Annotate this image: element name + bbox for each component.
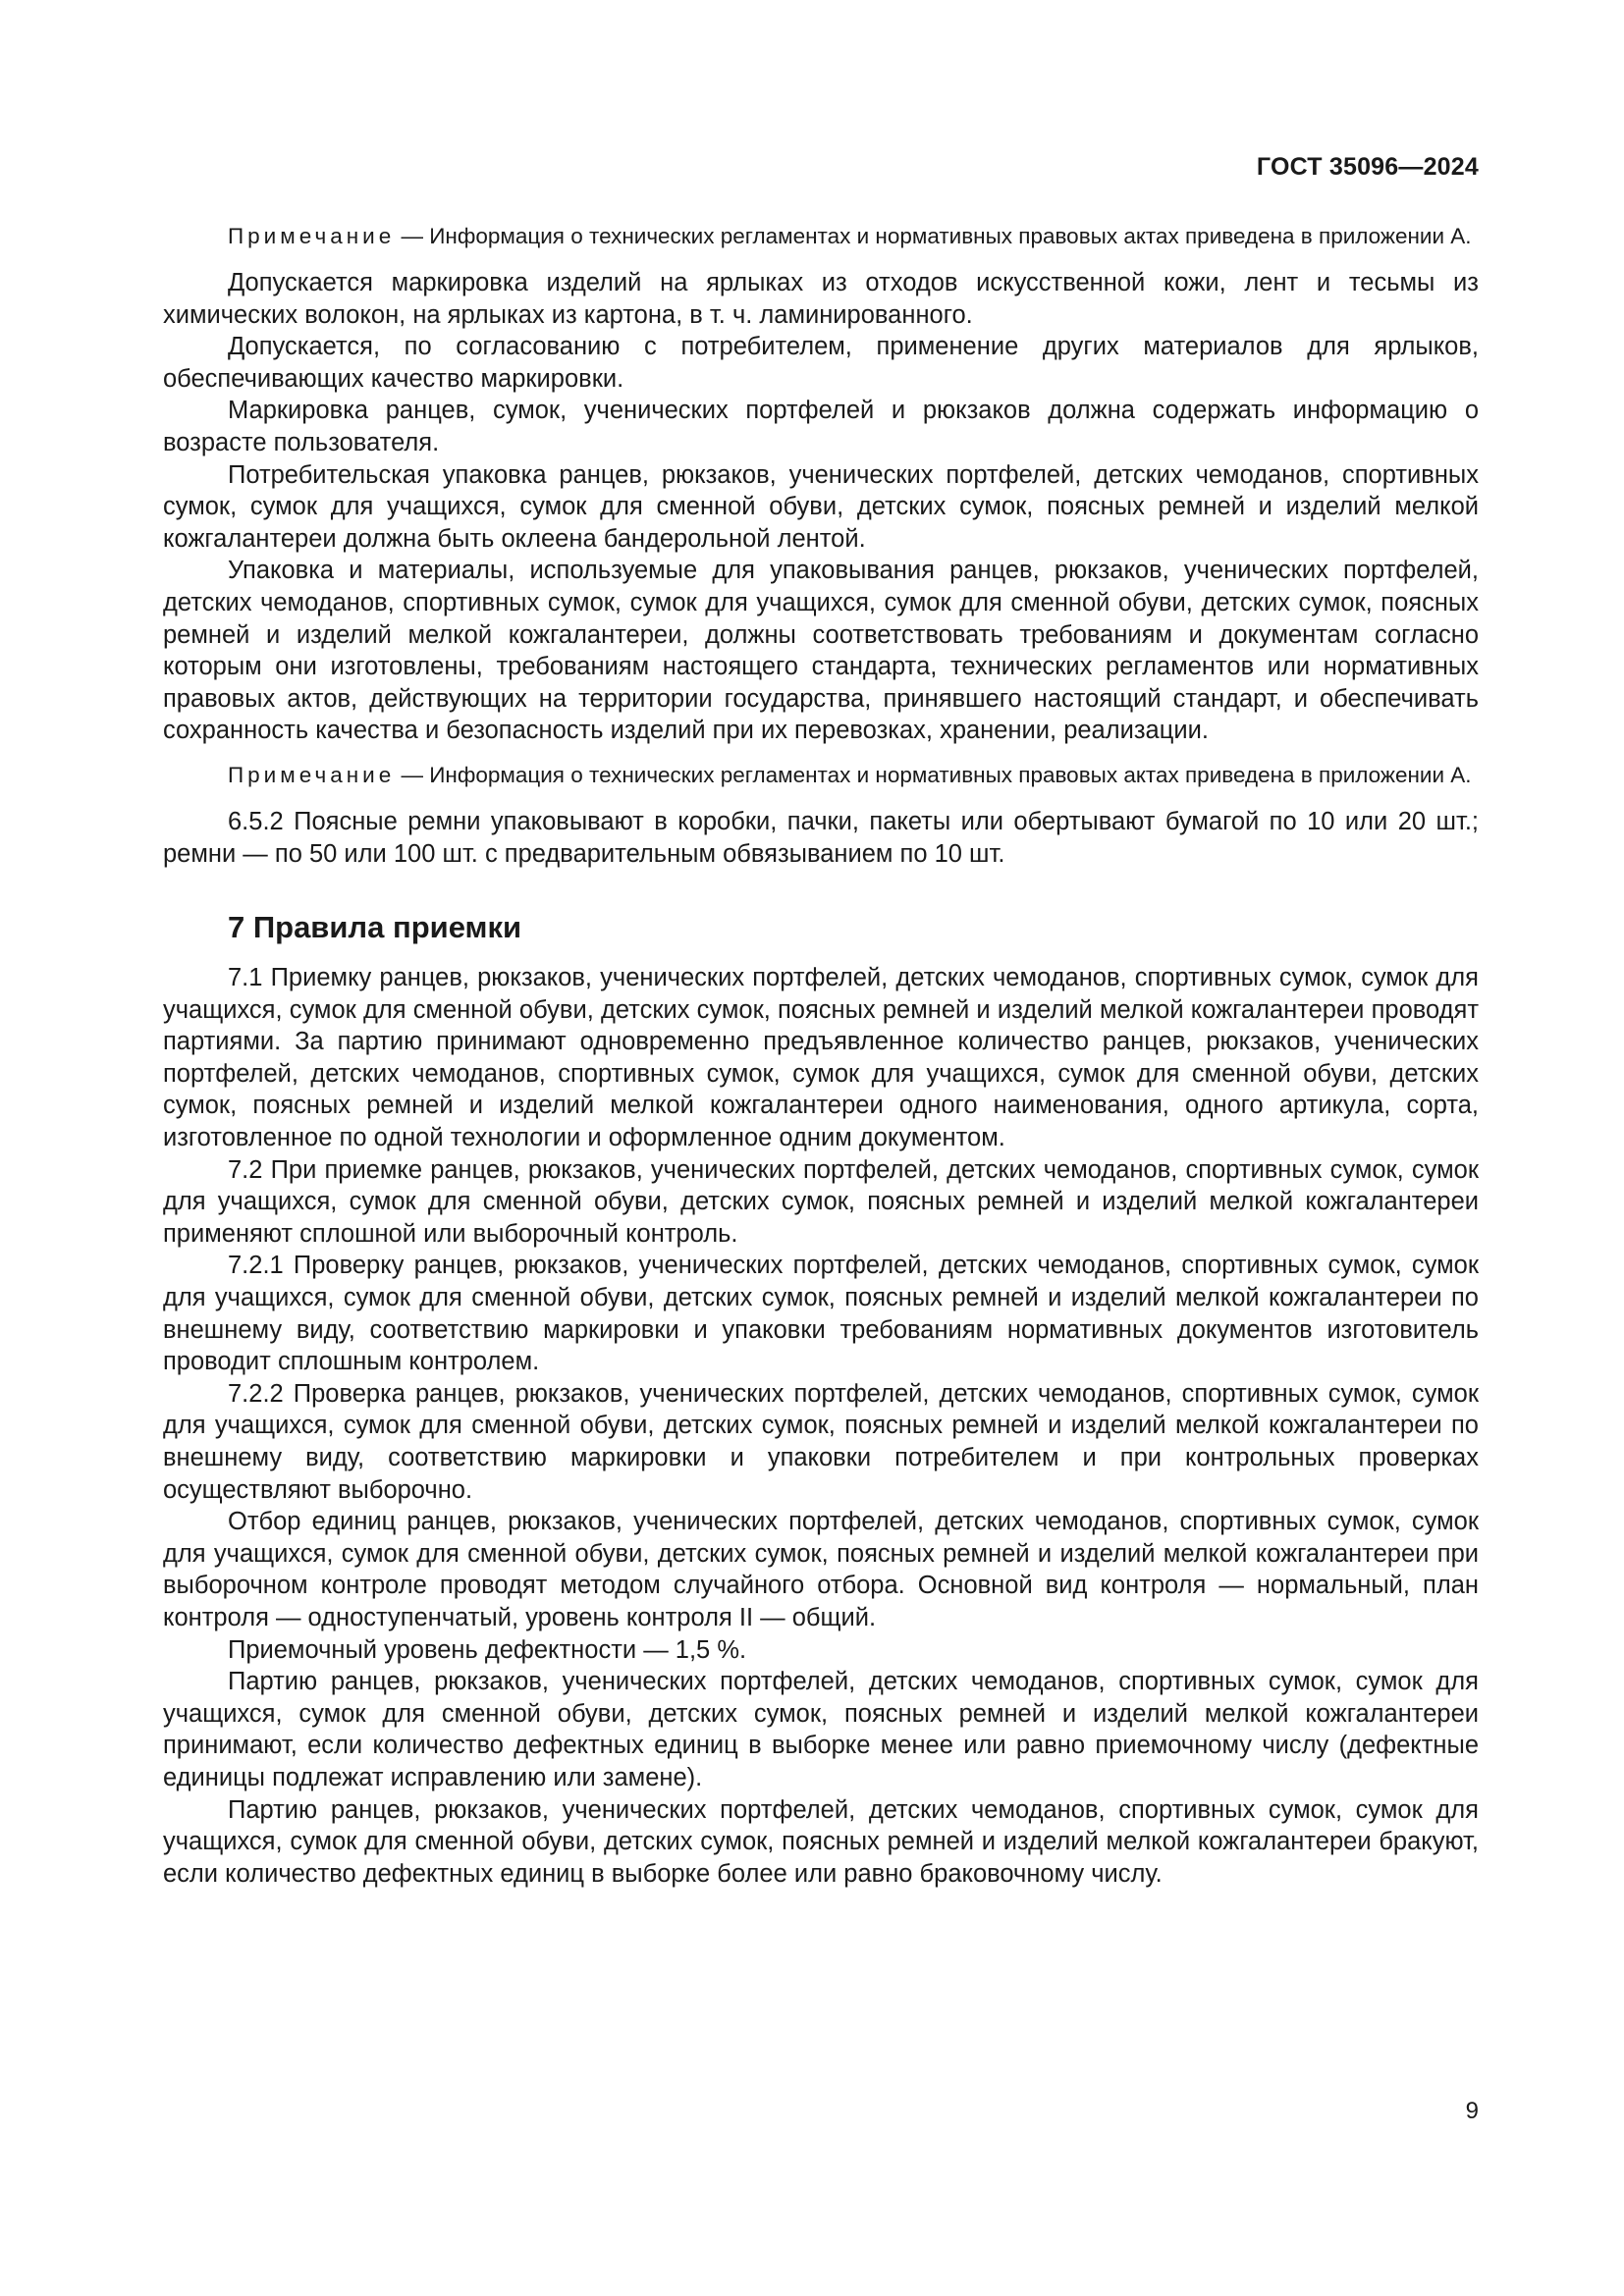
document-code-header: ГОСТ 35096—2024	[1256, 153, 1479, 181]
body-paragraph: Упаковка и материалы, используемые для упаковывания ранцев, рюкзаков, ученических портфелей, детских чемоданов, спортивных сумок, сумок для учащихся, сумок для сменной обуви, детских сумок, поясных ремней и изделий мелкой кожгалантереи, должны соответствовать требованиям и документам согласно которым они изготовлены, требованиям настоящего стандарта, технических регламентов или нормативных правовых актов, действующих на территории государства, принявшего настоящий стандарт, и обеспечивать сохранность качества и безопасность изделий при их перевозках, хранении, реализации.	[163, 557, 1479, 745]
note-label: Примечание	[228, 762, 396, 787]
note-label: Примечание	[228, 224, 396, 248]
clause-7-2: 7.2 При приемке ранцев, рюкзаков, ученических портфелей, детских чемоданов, спортивных сумок, сумок для учащихся, сумок для сменной обуви, детских сумок, поясных ремней и изделий мелкой кожгалантереи применяют сплошной или выборочный контроль.	[163, 1155, 1479, 1248]
body-paragraph: Маркировка ранцев, сумок, ученических портфелей и рюкзаков должна содержать информацию о возрасте пользователя.	[163, 397, 1479, 456]
document-body	[163, 222, 1479, 1890]
page-number: 9	[1465, 2098, 1479, 2124]
clause-7-2-1: 7.2.1 Проверку ранцев, рюкзаков, ученических портфелей, детских чемоданов, спортивных сумок, сумок для учащихся, сумок для сменной обуви, детских сумок, поясных ремней и изделий мелкой кожгалантереи по внешнему виду, соответствию маркировки и упаковки требованиям нормативных документов изготовитель проводит сплошным контролем.	[163, 1252, 1479, 1376]
note-text: — Информация о технических регламентах и нормативных правовых актах приведена в приложении А.	[395, 762, 1472, 787]
body-paragraph: Допускается, по согласованию с потребителем, применение других материалов для ярлыков, обеспечивающих качество маркировки.	[163, 333, 1479, 393]
clause-7-2-2: 7.2.2 Проверка ранцев, рюкзаков, ученических портфелей, детских чемоданов, спортивных сумок, сумок для учащихся, сумок для сменной обуви, детских сумок, поясных ремней и изделий мелкой кожгалантереи по внешнему виду, соответствию маркировки и упаковки потребителем и при контрольных проверках осуществляют выборочно.	[163, 1379, 1479, 1504]
body-paragraph: Допускается маркировка изделий на ярлыках из отходов искусственной кожи, лент и тесьмы из химических волокон, на ярлыках из картона, в т. ч. ламинированного.	[163, 269, 1479, 329]
section-heading: 7 Правила приемки	[228, 910, 522, 945]
body-paragraph: Партию ранцев, рюкзаков, ученических портфелей, детских чемоданов, спортивных сумок, сумок для учащихся, сумок для сменной обуви, детских сумок, поясных ремней и изделий мелкой кожгалантереи бракуют, если количество дефектных единиц в выборке более или равно браковочному числу.	[163, 1795, 1479, 1888]
body-paragraph: Отбор единиц ранцев, рюкзаков, ученических портфелей, детских чемоданов, спортивных сумок, сумок для учащихся, сумок для сменной обуви, детских сумок, поясных ремней и изделий мелкой кожгалантереи при выборочном контроле проводят методом случайного отбора. Основной вид контроля — нормальный, план контроля — одноступенчатый, уровень контроля II — общий.	[163, 1508, 1479, 1631]
body-paragraph: Партию ранцев, рюкзаков, ученических портфелей, детских чемоданов, спортивных сумок, сумок для учащихся, сумок для сменной обуви, детских сумок, поясных ремней и изделий мелкой кожгалантереи принимают, если количество дефектных единиц в выборке менее или равно приемочному числу (дефектные единицы подлежат исправлению или замене).	[163, 1668, 1479, 1791]
note-paragraph	[163, 761, 1479, 790]
note-paragraph	[163, 222, 1479, 251]
note-text: — Информация о технических регламентах и нормативных правовых актах приведена в приложении А.	[395, 224, 1472, 248]
body-paragraph: Потребительская упаковка ранцев, рюкзаков, ученических портфелей, детских чемоданов, спортивных сумок, сумок для учащихся, сумок для сменной обуви, детских сумок, поясных ремней и изделий мелкой кожгалантереи должна быть оклеена бандерольной лентой.	[163, 460, 1479, 553]
clause-6-5-2: 6.5.2 Поясные ремни упаковывают в коробки, пачки, пакеты или обертывают бумагой по 10 или 20 шт.; ремни — по 50 или 100 шт. с предварительным обвязыванием по 10 шт.	[163, 807, 1479, 868]
clause-7-1: 7.1 Приемку ранцев, рюкзаков, ученических портфелей, детских чемоданов, спортивных сумок, сумок для учащихся, сумок для сменной обуви, детских сумок, поясных ремней и изделий мелкой кожгалантереи проводят партиями. За партию принимают одновременно предъявленное количество ранцев, рюкзаков, ученических портфелей, детских чемоданов, спортивных сумок, сумок для учащихся, сумок для сменной обуви, детских сумок, поясных ремней и изделий мелкой кожгалантереи одного наименования, одного артикула, сорта, изготовленное по одной технологии и оформленное одним документом.	[163, 964, 1479, 1152]
body-paragraph: Приемочный уровень дефектности — 1,5 %.	[228, 1635, 747, 1664]
